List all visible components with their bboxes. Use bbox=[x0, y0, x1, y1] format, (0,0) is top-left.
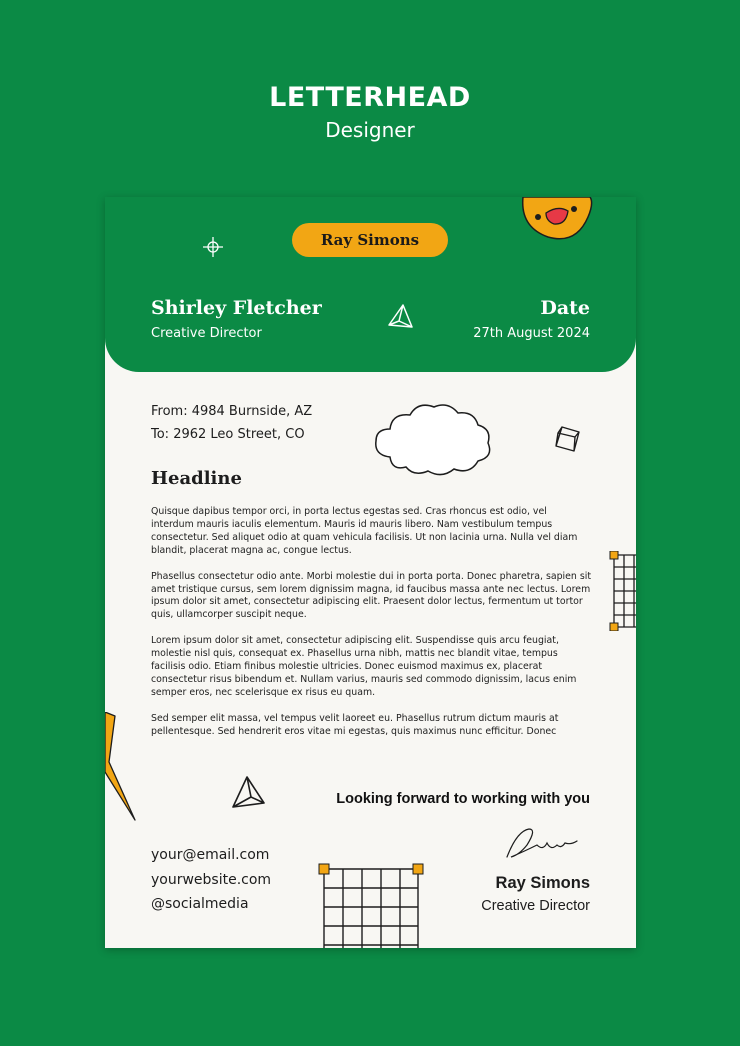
brand-name-pill: Ray Simons bbox=[292, 223, 448, 257]
poster-subtitle: Designer bbox=[325, 118, 415, 142]
date-value: 27th August 2024 bbox=[473, 326, 590, 341]
signature-name: Ray Simons bbox=[495, 874, 590, 892]
letter-body bbox=[151, 506, 591, 752]
letterhead-sheet bbox=[105, 197, 636, 948]
sender-role: Creative Director bbox=[151, 326, 262, 341]
body-paragraph: Sed semper elit massa, vel tempus velit laoreet eu. Phasellus rutrum dictum mauris at pellentesque. Sed hendrerit eros vitae mi egestas, quis maximus nunc efficitur. Donec bbox=[151, 712, 559, 737]
closing-line: Looking forward to working with you bbox=[336, 791, 590, 807]
pyramid-icon bbox=[231, 775, 267, 811]
poster-heading bbox=[0, 80, 740, 144]
sparkle-icon bbox=[202, 236, 224, 258]
date-label: Date bbox=[540, 297, 590, 319]
contact-email: your@email.com bbox=[151, 847, 270, 863]
contact-website: yourwebsite.com bbox=[151, 871, 272, 888]
signature-role: Creative Director bbox=[481, 898, 590, 914]
cube-icon bbox=[552, 425, 582, 455]
body-paragraph: Quisque dapibus tempor orci, in porta lectus egestas sed. Cras rhoncus est odio, vel interdum mauris iaculis elementum. Mauris id mauris libero. Nam vestibulum tempus consectetur. Sed aliquet odio at quam vehicula facilisis. Ut non lacinia urna. Nulla vel diam blandit, placerat magna ac, congue lectus. bbox=[151, 506, 578, 556]
letter-headline: Headline bbox=[151, 468, 242, 489]
mascot-face-icon bbox=[518, 197, 598, 242]
sender-name: Shirley Fletcher bbox=[151, 297, 322, 319]
poster-title: LETTERHEAD bbox=[269, 82, 471, 113]
pyramid-icon bbox=[387, 303, 415, 329]
body-paragraph: Lorem ipsum dolor sit amet, consectetur adipiscing elit. Suspendisse quis arcu feugiat, molestie nisl quis, consequat ex. Phasellus urna nibh, mattis nec blandit vitae, tempus facilisis odio. Etiam finibus molestie ultricies. Donec euismod maximus ex, placerat consectetur risus bibendum et. Nullam varius, mauris sed commodo dignissim, lacus enim semper eros, nec scelerisque ex risus eu quam. bbox=[151, 635, 577, 698]
lightning-bolt-icon bbox=[105, 712, 137, 822]
cloud-icon bbox=[370, 399, 495, 479]
to-address: To: 2962 Leo Street, CO bbox=[151, 427, 305, 442]
body-paragraph: Phasellus consectetur odio ante. Morbi molestie dui in porta porta. Donec pharetra, sapien sit amet tristique cursus, sem lorem dignissim magna, id faucibus massa ante nec lectus. Lorem ipsum dolor sit amet, consectetur adipiscing elit. Praesent dolor lectus, fermentum ut tortor quis, ullamcorper suscipit neque. bbox=[151, 570, 592, 621]
grid-icon bbox=[318, 863, 426, 948]
from-address: From: 4984 Burnside, AZ bbox=[151, 404, 313, 419]
grid-icon bbox=[608, 551, 636, 631]
contact-social: @socialmedia bbox=[151, 896, 249, 912]
signature-scribble-icon bbox=[503, 825, 579, 861]
contact-block bbox=[151, 843, 271, 917]
